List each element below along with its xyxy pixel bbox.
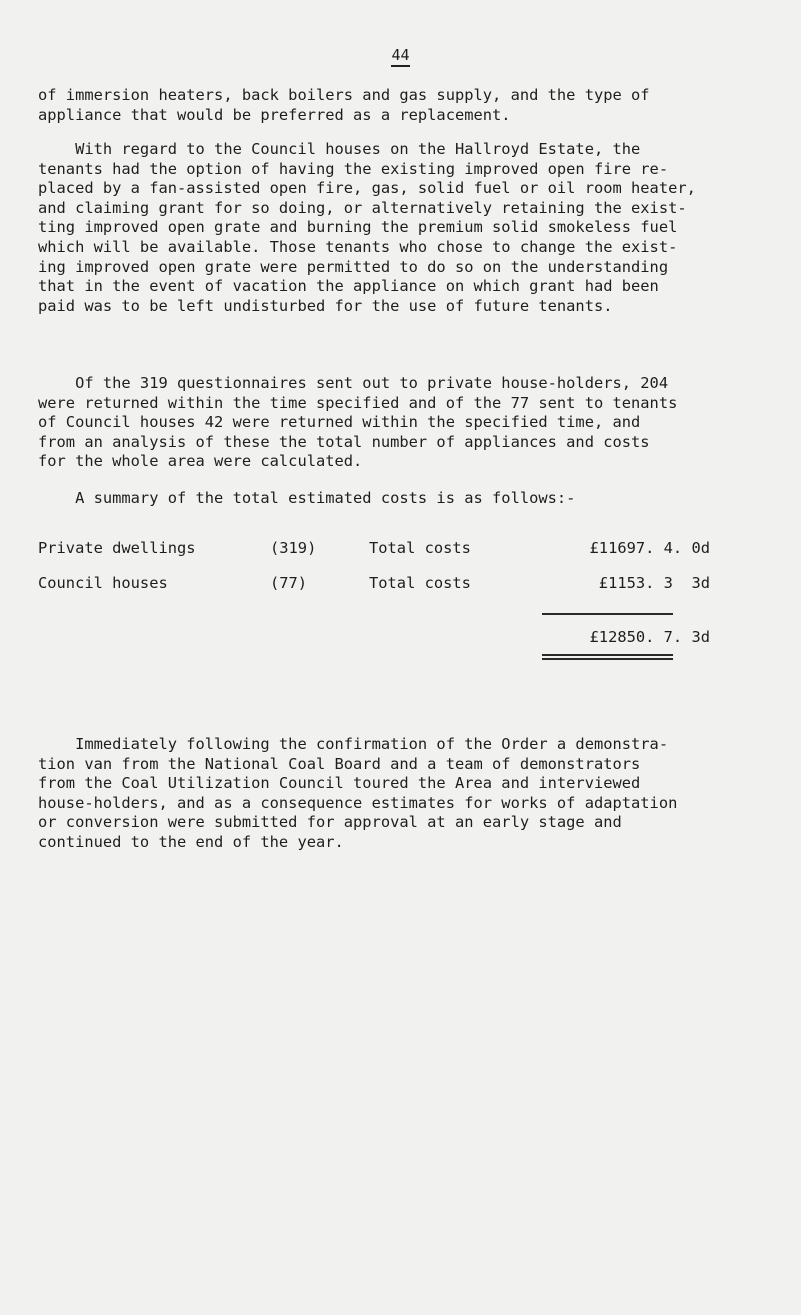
total-double-rule-upper: [542, 654, 673, 656]
text-line: and claiming grant for so doing, or alternatively retaining the exist-: [38, 198, 687, 217]
text-line: Of the 319 questionnaires sent out to private house-holders, 204: [38, 374, 669, 392]
summary-count: (319): [270, 539, 317, 557]
text-line: continued to the end of the year.: [38, 832, 344, 851]
text-line: ing improved open grate were permitted to do so on the understanding: [38, 257, 669, 276]
summary-total-amount: £12850. 7. 3d: [589, 628, 710, 646]
text-line: for the whole area were calculated.: [38, 452, 363, 471]
summary-amount: £1153. 3 3d: [598, 574, 710, 592]
summary-amount: £11697. 4. 0d: [589, 539, 710, 557]
text-line: that in the event of vacation the appliance on which grant had been: [38, 277, 659, 296]
paragraph-summary-intro: [38, 489, 778, 509]
text-line: were returned within the time specified and of the 77 sent to tenants: [38, 393, 678, 412]
text-line: appliance that would be preferred as a replacement.: [38, 105, 511, 124]
summary-label: Council houses: [38, 574, 168, 592]
text-line: of Council houses 42 were returned within the specified time, and: [38, 413, 641, 432]
text-line: With regard to the Council houses on the Hallroyd Estate, the: [38, 140, 641, 158]
text-line: which will be available. Those tenants who chose to change the exist-: [38, 237, 678, 256]
page-number: [0, 46, 801, 67]
paragraph-questionnaires: [38, 374, 778, 472]
summary-description: Total costs: [369, 574, 471, 592]
text-line: ting improved open grate and burning the premium solid smokeless fuel: [38, 218, 678, 237]
text-line: placed by a fan-assisted open fire, gas, solid fuel or oil room heater,: [38, 179, 696, 198]
summary-count: (77): [270, 574, 308, 592]
text-line: house-holders, and as a consequence estimates for works of adaptation: [38, 793, 678, 812]
text-line: Immediately following the confirmation of the Order a demonstra-: [38, 735, 669, 753]
summary-label: Private dwellings: [38, 539, 196, 557]
text-line: paid was to be left undisturbed for the use of future tenants.: [38, 296, 613, 315]
page-number-text: 44: [391, 46, 409, 67]
total-double-rule-lower: [542, 658, 673, 660]
paragraph-immersion-heaters: [38, 86, 778, 125]
summary-description: Total costs: [369, 539, 471, 557]
text-line: tion van from the National Coal Board and a team of demonstrators: [38, 754, 641, 773]
subtotal-rule: [542, 613, 673, 615]
text-line: of immersion heaters, back boilers and gas supply, and the type of: [38, 86, 650, 104]
text-line: or conversion were submitted for approval at an early stage and: [38, 813, 622, 832]
text-line: from an analysis of these the total number of appliances and costs: [38, 432, 650, 451]
text-line: from the Coal Utilization Council toured the Area and interviewed: [38, 774, 641, 793]
summary-row-private-dwellings: [38, 537, 758, 559]
text-line: A summary of the total estimated costs is as follows:-: [38, 489, 576, 507]
paragraph-demonstration-van: [38, 735, 778, 853]
summary-row-council-houses: [38, 572, 758, 594]
text-line: tenants had the option of having the existing improved open fire re-: [38, 159, 669, 178]
summary-row-total: [38, 626, 758, 648]
paragraph-council-houses: [38, 140, 778, 316]
